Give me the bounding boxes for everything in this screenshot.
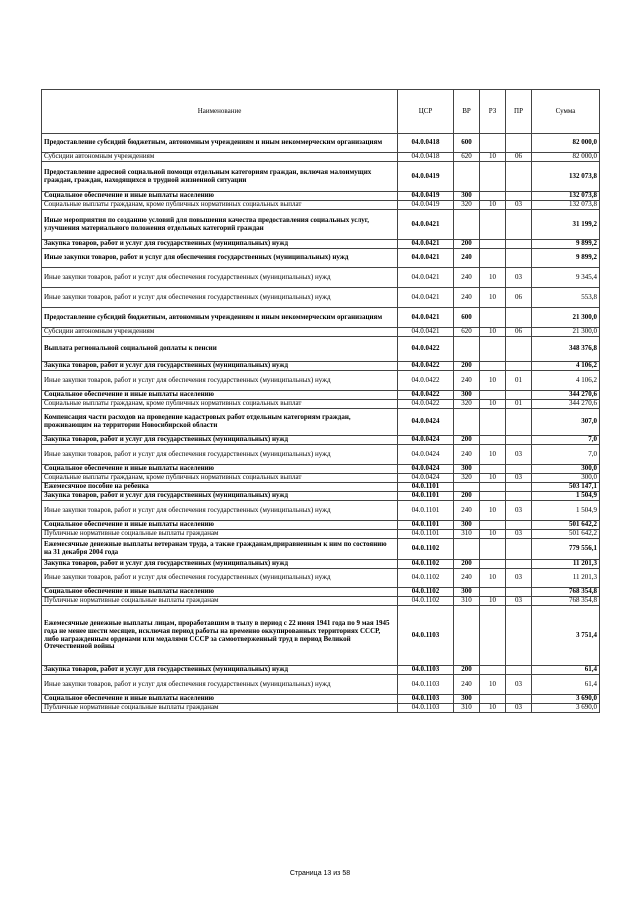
table-row <box>42 501 600 521</box>
cell-vr: 310 <box>454 530 480 539</box>
cell-vr: 300 <box>454 465 480 474</box>
cell-csr: 04.0.0424 <box>398 409 454 436</box>
cell-vr <box>454 210 480 240</box>
cell-vr: 300 <box>454 391 480 400</box>
cell-sum: 1 504,9 <box>532 501 600 521</box>
cell-rz: 10 <box>480 569 506 588</box>
cell-pr: 01 <box>506 400 532 409</box>
table-row <box>42 675 600 695</box>
cell-csr: 04.0.0421 <box>398 268 454 288</box>
cell-rz: 10 <box>480 400 506 409</box>
cell-sum: 11 201,3 <box>532 569 600 588</box>
cell-vr: 300 <box>454 588 480 597</box>
cell-csr: 04.0.0424 <box>398 465 454 474</box>
cell-name: Иные закупки товаров, работ и услуг для обеспечения государственных (муниципальных) нужд <box>42 268 398 288</box>
cell-csr: 04.0.1103 <box>398 606 454 666</box>
cell-rz <box>480 192 506 201</box>
cell-vr: 620 <box>454 153 480 162</box>
cell-vr: 240 <box>454 445 480 465</box>
cell-rz: 10 <box>480 530 506 539</box>
table-row <box>42 606 600 666</box>
cell-sum: 768 354,8 <box>532 597 600 606</box>
cell-rz: 10 <box>480 268 506 288</box>
cell-vr <box>454 162 480 192</box>
cell-csr: 04.0.1102 <box>398 588 454 597</box>
table-row <box>42 560 600 569</box>
cell-name: Закупка товаров, работ и услуг для государственных (муниципальных) нужд <box>42 666 398 675</box>
cell-sum: 344 270,6 <box>532 400 600 409</box>
cell-rz <box>480 409 506 436</box>
cell-sum: 501 642,2 <box>532 530 600 539</box>
cell-name: Ежемесячное пособие на ребенка <box>42 483 398 492</box>
cell-name: Компенсация части расходов на проведение кадастровых работ отдельным категориям граждан, проживающим на территории Новосибирской области <box>42 409 398 436</box>
cell-pr: 03 <box>506 675 532 695</box>
cell-csr: 04.0.0421 <box>398 328 454 337</box>
table-row <box>42 134 600 153</box>
header-pr: ПР <box>506 90 532 134</box>
cell-csr: 04.0.1102 <box>398 560 454 569</box>
cell-vr: 300 <box>454 521 480 530</box>
cell-pr <box>506 362 532 371</box>
cell-sum: 61,4 <box>532 675 600 695</box>
cell-pr <box>506 695 532 704</box>
cell-sum: 300,0 <box>532 465 600 474</box>
cell-pr: 03 <box>506 530 532 539</box>
cell-vr: 200 <box>454 362 480 371</box>
cell-sum: 3 690,0 <box>532 695 600 704</box>
table-row <box>42 153 600 162</box>
cell-name: Социальные выплаты гражданам, кроме публичных нормативных социальных выплат <box>42 201 398 210</box>
cell-vr: 600 <box>454 308 480 328</box>
cell-name: Социальное обеспечение и иные выплаты населению <box>42 465 398 474</box>
cell-pr <box>506 521 532 530</box>
cell-csr: 04.0.0422 <box>398 337 454 362</box>
cell-rz <box>480 162 506 192</box>
table-row <box>42 436 600 445</box>
cell-rz: 10 <box>480 153 506 162</box>
cell-name: Социальные выплаты гражданам, кроме публичных нормативных социальных выплат <box>42 474 398 483</box>
cell-csr: 04.0.0421 <box>398 240 454 249</box>
table-row <box>42 569 600 588</box>
table-row <box>42 201 600 210</box>
cell-rz: 10 <box>480 288 506 308</box>
cell-sum: 768 354,8 <box>532 588 600 597</box>
cell-rz <box>480 134 506 153</box>
cell-name: Иные мероприятия по созданию условий для повышения качества предоставления социальных услуг, улучшения материального положения отдельных категорий граждан <box>42 210 398 240</box>
cell-csr: 04.0.1103 <box>398 675 454 695</box>
header-vr: ВР <box>454 90 480 134</box>
cell-rz: 10 <box>480 445 506 465</box>
table-row <box>42 530 600 539</box>
cell-name: Закупка товаров, работ и услуг для государственных (муниципальных) нужд <box>42 560 398 569</box>
cell-pr: 06 <box>506 328 532 337</box>
table-row <box>42 521 600 530</box>
cell-csr: 04.0.0419 <box>398 162 454 192</box>
cell-sum: 21 300,0 <box>532 328 600 337</box>
cell-name: Публичные нормативные социальные выплаты гражданам <box>42 704 398 713</box>
cell-csr: 04.0.1102 <box>398 597 454 606</box>
cell-rz <box>480 560 506 569</box>
cell-name: Предоставление адресной социальной помощи отдельным категориям граждан, включая малоимущих граждан, граждан, находящихся в трудной жизненной ситуации <box>42 162 398 192</box>
cell-vr <box>454 539 480 560</box>
cell-pr: 03 <box>506 501 532 521</box>
table-row <box>42 268 600 288</box>
cell-sum: 9 899,2 <box>532 249 600 268</box>
cell-pr <box>506 391 532 400</box>
cell-sum: 501 642,2 <box>532 521 600 530</box>
cell-name: Иные закупки товаров, работ и услуг для обеспечения государственных (муниципальных) нужд <box>42 675 398 695</box>
budget-table <box>41 89 600 713</box>
table-row <box>42 704 600 713</box>
cell-vr: 240 <box>454 249 480 268</box>
header-rz: РЗ <box>480 90 506 134</box>
cell-pr: 03 <box>506 445 532 465</box>
table-row <box>42 666 600 675</box>
cell-vr <box>454 337 480 362</box>
cell-rz <box>480 465 506 474</box>
cell-pr <box>506 162 532 192</box>
cell-pr <box>506 483 532 492</box>
cell-name: Закупка товаров, работ и услуг для государственных (муниципальных) нужд <box>42 436 398 445</box>
cell-rz <box>480 436 506 445</box>
cell-pr <box>506 436 532 445</box>
cell-rz <box>480 666 506 675</box>
table-row <box>42 539 600 560</box>
cell-vr: 320 <box>454 201 480 210</box>
cell-vr: 240 <box>454 675 480 695</box>
cell-rz <box>480 492 506 501</box>
header-csr: ЦСР <box>398 90 454 134</box>
cell-pr <box>506 588 532 597</box>
cell-name: Публичные нормативные социальные выплаты гражданам <box>42 530 398 539</box>
cell-sum: 21 300,0 <box>532 308 600 328</box>
cell-pr: 03 <box>506 569 532 588</box>
cell-sum: 7,0 <box>532 436 600 445</box>
cell-vr: 240 <box>454 501 480 521</box>
cell-rz <box>480 362 506 371</box>
table-row <box>42 337 600 362</box>
cell-rz <box>480 210 506 240</box>
table-row <box>42 210 600 240</box>
cell-name: Выплата региональной социальной доплаты к пенсии <box>42 337 398 362</box>
cell-rz <box>480 606 506 666</box>
page-number: Страница 13 из 58 <box>289 870 351 877</box>
cell-sum: 82 000,0 <box>532 134 600 153</box>
cell-sum: 503 147,1 <box>532 483 600 492</box>
cell-rz <box>480 695 506 704</box>
cell-pr <box>506 240 532 249</box>
cell-name: Иные закупки товаров, работ и услуг для обеспечения государственных (муниципальных) нужд <box>42 288 398 308</box>
cell-name: Иные закупки товаров, работ и услуг для обеспечения государственных (муниципальных) нужд <box>42 445 398 465</box>
cell-rz: 10 <box>480 474 506 483</box>
cell-name: Ежемесячные денежные выплаты лицам, проработавшим в тылу в период с 22 июня 1941 года по 9 мая 1945 года не менее шести месяцев, исключая период работы на временно оккупированных территориях СССР, либо награжденным орденами или медалями СССР за самоотверженный труд в период Великой Отечественной войны <box>42 606 398 666</box>
table-row <box>42 400 600 409</box>
cell-vr: 300 <box>454 192 480 201</box>
table-row <box>42 162 600 192</box>
cell-sum: 82 000,0 <box>532 153 600 162</box>
cell-csr: 04.0.0418 <box>398 134 454 153</box>
cell-sum: 7,0 <box>532 445 600 465</box>
cell-csr: 04.0.0422 <box>398 400 454 409</box>
table-header-row <box>42 90 600 134</box>
cell-name: Субсидии автономным учреждениям <box>42 153 398 162</box>
cell-vr <box>454 606 480 666</box>
cell-sum: 31 199,2 <box>532 210 600 240</box>
cell-pr <box>506 210 532 240</box>
cell-pr <box>506 134 532 153</box>
cell-name: Закупка товаров, работ и услуг для государственных (муниципальных) нужд <box>42 492 398 501</box>
cell-pr: 03 <box>506 201 532 210</box>
cell-name: Социальное обеспечение и иные выплаты населению <box>42 695 398 704</box>
cell-csr: 04.0.0421 <box>398 210 454 240</box>
cell-vr: 620 <box>454 328 480 337</box>
cell-name: Закупка товаров, работ и услуг для государственных (муниципальных) нужд <box>42 362 398 371</box>
cell-csr: 04.0.0419 <box>398 201 454 210</box>
cell-csr: 04.0.0419 <box>398 192 454 201</box>
cell-name: Закупка товаров, работ и услуг для государственных (муниципальных) нужд <box>42 240 398 249</box>
cell-vr: 320 <box>454 474 480 483</box>
table-row <box>42 249 600 268</box>
cell-sum: 300,0 <box>532 474 600 483</box>
cell-pr <box>506 560 532 569</box>
cell-pr <box>506 539 532 560</box>
cell-csr: 04.0.1101 <box>398 521 454 530</box>
cell-csr: 04.0.1103 <box>398 704 454 713</box>
cell-csr: 04.0.1101 <box>398 483 454 492</box>
table-row <box>42 474 600 483</box>
table-body <box>42 134 600 713</box>
cell-csr: 04.0.0421 <box>398 308 454 328</box>
table-row <box>42 695 600 704</box>
cell-vr: 200 <box>454 436 480 445</box>
table-row <box>42 391 600 400</box>
cell-pr <box>506 308 532 328</box>
cell-sum: 344 270,6 <box>532 391 600 400</box>
cell-vr: 200 <box>454 492 480 501</box>
cell-pr: 03 <box>506 474 532 483</box>
cell-vr: 300 <box>454 695 480 704</box>
cell-csr: 04.0.1101 <box>398 530 454 539</box>
table-row <box>42 288 600 308</box>
cell-vr: 240 <box>454 268 480 288</box>
cell-sum: 132 073,8 <box>532 201 600 210</box>
cell-csr: 04.0.0418 <box>398 153 454 162</box>
cell-pr: 03 <box>506 268 532 288</box>
cell-pr <box>506 337 532 362</box>
table-row <box>42 192 600 201</box>
cell-sum: 9 899,2 <box>532 240 600 249</box>
cell-vr: 200 <box>454 560 480 569</box>
table-row <box>42 362 600 371</box>
cell-name: Предоставление субсидий бюджетным, автономным учреждениям и иным некоммерческим организациям <box>42 308 398 328</box>
cell-rz <box>480 240 506 249</box>
cell-rz <box>480 483 506 492</box>
cell-vr: 240 <box>454 371 480 391</box>
table-row <box>42 588 600 597</box>
cell-csr: 04.0.0422 <box>398 362 454 371</box>
cell-csr: 04.0.1103 <box>398 666 454 675</box>
cell-sum: 348 376,8 <box>532 337 600 362</box>
cell-vr: 310 <box>454 704 480 713</box>
cell-csr: 04.0.1102 <box>398 539 454 560</box>
cell-sum: 132 073,8 <box>532 192 600 201</box>
table-row <box>42 492 600 501</box>
cell-rz <box>480 337 506 362</box>
cell-csr: 04.0.0424 <box>398 445 454 465</box>
cell-sum: 9 345,4 <box>532 268 600 288</box>
table-row <box>42 308 600 328</box>
cell-pr <box>506 666 532 675</box>
table-row <box>42 445 600 465</box>
cell-rz: 10 <box>480 371 506 391</box>
header-name: Наименование <box>42 90 398 134</box>
cell-vr <box>454 409 480 436</box>
cell-pr: 06 <box>506 153 532 162</box>
cell-sum: 11 201,3 <box>532 560 600 569</box>
cell-csr: 04.0.0422 <box>398 371 454 391</box>
cell-csr: 04.0.1103 <box>398 695 454 704</box>
cell-vr: 310 <box>454 597 480 606</box>
cell-name: Социальное обеспечение и иные выплаты населению <box>42 588 398 597</box>
cell-vr: 200 <box>454 666 480 675</box>
cell-vr: 240 <box>454 288 480 308</box>
cell-pr <box>506 465 532 474</box>
cell-rz <box>480 308 506 328</box>
cell-rz: 10 <box>480 201 506 210</box>
cell-rz <box>480 588 506 597</box>
table-row <box>42 328 600 337</box>
cell-name: Предоставление субсидий бюджетным, автономным учреждениям и иным некоммерческим организациям <box>42 134 398 153</box>
cell-csr: 04.0.0422 <box>398 391 454 400</box>
cell-pr <box>506 249 532 268</box>
cell-name: Социальное обеспечение и иные выплаты населению <box>42 192 398 201</box>
cell-pr: 03 <box>506 704 532 713</box>
cell-rz <box>480 249 506 268</box>
cell-name: Социальное обеспечение и иные выплаты населению <box>42 391 398 400</box>
cell-pr <box>506 492 532 501</box>
cell-csr: 04.0.1101 <box>398 501 454 521</box>
cell-sum: 307,0 <box>532 409 600 436</box>
cell-rz <box>480 539 506 560</box>
cell-rz <box>480 391 506 400</box>
cell-csr: 04.0.0424 <box>398 436 454 445</box>
cell-sum: 61,4 <box>532 666 600 675</box>
cell-csr: 04.0.1102 <box>398 569 454 588</box>
cell-name: Социальные выплаты гражданам, кроме публичных нормативных социальных выплат <box>42 400 398 409</box>
table-row <box>42 465 600 474</box>
cell-sum: 4 106,2 <box>532 371 600 391</box>
cell-vr: 600 <box>454 134 480 153</box>
cell-name: Ежемесячные денежные выплаты ветеранам труда, а также гражданам,приравненным к ним по состоянию на 31 декабря 2004 года <box>42 539 398 560</box>
cell-pr <box>506 606 532 666</box>
header-sum: Сумма <box>532 90 600 134</box>
cell-csr: 04.0.1101 <box>398 492 454 501</box>
cell-vr: 240 <box>454 569 480 588</box>
cell-pr <box>506 192 532 201</box>
cell-sum: 553,8 <box>532 288 600 308</box>
cell-name: Иные закупки товаров, работ и услуг для обеспечения государственных (муниципальных) нужд <box>42 501 398 521</box>
cell-sum: 1 504,9 <box>532 492 600 501</box>
table-row <box>42 240 600 249</box>
cell-sum: 3 751,4 <box>532 606 600 666</box>
cell-pr: 01 <box>506 371 532 391</box>
cell-sum: 779 556,1 <box>532 539 600 560</box>
cell-sum: 4 106,2 <box>532 362 600 371</box>
cell-rz: 10 <box>480 501 506 521</box>
cell-csr: 04.0.0421 <box>398 288 454 308</box>
cell-pr: 06 <box>506 288 532 308</box>
cell-name: Иные закупки товаров, работ и услуг для обеспечения государственных (муниципальных) нужд <box>42 371 398 391</box>
cell-vr <box>454 483 480 492</box>
cell-rz: 10 <box>480 328 506 337</box>
cell-sum: 132 073,8 <box>532 162 600 192</box>
table-row <box>42 483 600 492</box>
cell-vr: 320 <box>454 400 480 409</box>
table-row <box>42 409 600 436</box>
cell-csr: 04.0.0424 <box>398 474 454 483</box>
cell-sum: 3 690,0 <box>532 704 600 713</box>
cell-pr: 03 <box>506 597 532 606</box>
cell-name: Иные закупки товаров, работ и услуг для обеспечения государственных (муниципальных) нужд <box>42 569 398 588</box>
cell-name: Иные закупки товаров, работ и услуг для обеспечения государственных (муниципальных) нужд <box>42 249 398 268</box>
cell-name: Социальное обеспечение и иные выплаты населению <box>42 521 398 530</box>
cell-name: Субсидии автономным учреждениям <box>42 328 398 337</box>
cell-rz: 10 <box>480 704 506 713</box>
cell-rz: 10 <box>480 675 506 695</box>
cell-name: Публичные нормативные социальные выплаты гражданам <box>42 597 398 606</box>
table-row <box>42 597 600 606</box>
cell-pr <box>506 409 532 436</box>
cell-csr: 04.0.0421 <box>398 249 454 268</box>
cell-vr: 200 <box>454 240 480 249</box>
table-row <box>42 371 600 391</box>
cell-rz <box>480 521 506 530</box>
cell-rz: 10 <box>480 597 506 606</box>
